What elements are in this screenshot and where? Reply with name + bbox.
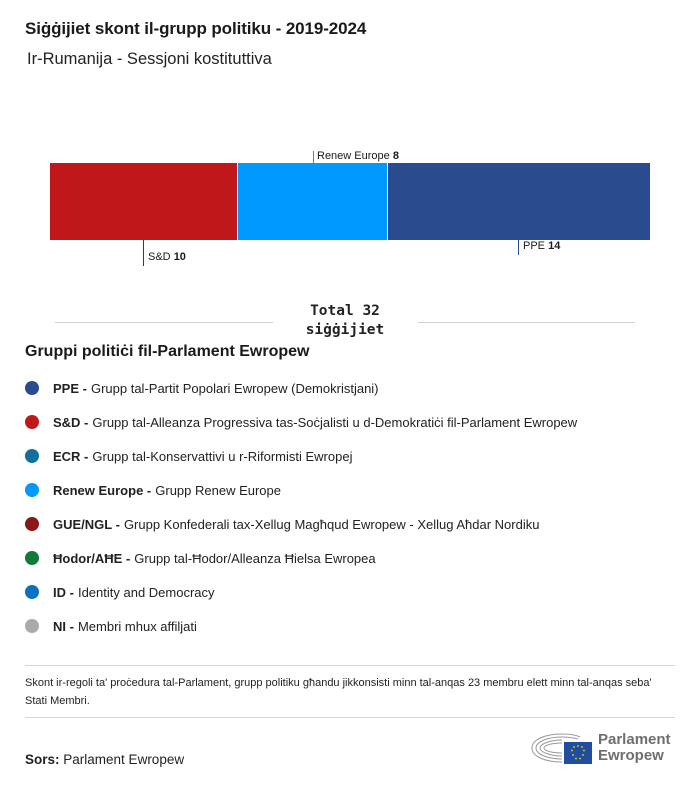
legend-item-renew bbox=[25, 473, 685, 507]
legend-abbr: ECR - bbox=[53, 448, 89, 464]
logo-text bbox=[598, 732, 671, 764]
logo-line1: Parlament bbox=[598, 731, 671, 748]
legend bbox=[25, 371, 685, 643]
gue-ngl-dot-icon bbox=[25, 517, 39, 531]
legend-item-gue-ngl bbox=[25, 507, 685, 541]
parliament-hemicycle-icon bbox=[530, 730, 592, 766]
sd-callout-tick bbox=[143, 240, 144, 266]
source-value: Parlament Ewropew bbox=[63, 752, 185, 767]
chart-title: Siġġijiet skont il-grupp politiku - 2019-2024 bbox=[25, 19, 367, 38]
chart-subtitle: Ir-Rumanija - Sessjoni kostituttiva bbox=[27, 50, 272, 68]
greens-efa-dot-icon bbox=[25, 551, 39, 565]
legend-desc: Grupp tal-Alleanza Progressiva tas-Soċjalisti u d-Demokratiċi fil-Parlament Ewropew bbox=[92, 414, 578, 430]
legend-title: Gruppi politiċi fil-Parlament Ewropew bbox=[25, 343, 310, 360]
legend-item-ppe bbox=[25, 371, 685, 405]
renew-dot-icon bbox=[25, 483, 39, 497]
legend-item-ecr bbox=[25, 439, 685, 473]
legend-item-ni bbox=[25, 609, 685, 643]
sd-dot-icon bbox=[25, 415, 39, 429]
bar-segment-renew bbox=[238, 163, 388, 240]
legend-abbr: NI - bbox=[53, 618, 74, 634]
legend-item-sd bbox=[25, 405, 685, 439]
total-unit: siġġijiet bbox=[305, 322, 385, 338]
seat-bar bbox=[50, 163, 650, 240]
legend-desc: Grupp tal-Ħodor/Alleanza Ħielsa Ewropea bbox=[134, 550, 376, 566]
ni-dot-icon bbox=[25, 619, 39, 633]
id-dot-icon bbox=[25, 585, 39, 599]
bar-segment-ppe bbox=[388, 163, 651, 240]
legend-abbr: S&D - bbox=[53, 414, 89, 430]
legend-abbr: PPE - bbox=[53, 380, 87, 396]
legend-desc: Grupp tal-Partit Popolari Ewropew (Demokristjani) bbox=[90, 380, 379, 396]
renew-callout bbox=[317, 150, 399, 162]
ppe-callout-value: 14 bbox=[548, 240, 561, 252]
sd-callout-name: S&D bbox=[148, 251, 171, 263]
source bbox=[25, 752, 184, 767]
total-count: Total 32 bbox=[310, 303, 380, 319]
renew-callout-value: 8 bbox=[392, 150, 399, 162]
legend-desc: Grupp Konfederali tax-Xellug Magħqud Ewropew - Xellug Aħdar Nordiku bbox=[123, 516, 540, 532]
legend-item-id bbox=[25, 575, 685, 609]
legend-abbr: Ħodor/AĦE - bbox=[53, 550, 131, 566]
source-label: Sors: bbox=[25, 752, 60, 767]
legend-desc: Identity and Democracy bbox=[77, 584, 215, 600]
renew-callout-name: Renew Europe bbox=[317, 150, 390, 162]
bar-segment-sd bbox=[50, 163, 238, 240]
note-divider-bottom bbox=[25, 717, 675, 718]
legend-abbr: ID - bbox=[53, 584, 74, 600]
rules-note: Skont ir-regoli ta' proċedura tal-Parlament, grupp politiku għandu jikkonsisti minn tal-anqas 23 membru elett minn tal-anqas seba' Stati Membri. bbox=[25, 677, 652, 707]
legend-desc: Membri mhux affiljati bbox=[77, 618, 197, 634]
logo-line2: Ewropew bbox=[598, 747, 664, 764]
note-divider-top bbox=[25, 665, 675, 666]
legend-desc: Grupp tal-Konservattivi u r-Riformisti Ewropej bbox=[92, 448, 353, 464]
total-seats bbox=[55, 302, 635, 342]
ecr-dot-icon bbox=[25, 449, 39, 463]
legend-abbr: GUE/NGL - bbox=[53, 516, 120, 532]
ppe-dot-icon bbox=[25, 381, 39, 395]
ppe-callout-name: PPE bbox=[523, 240, 546, 252]
european-parliament-logo bbox=[530, 728, 671, 768]
legend-desc: Grupp Renew Europe bbox=[155, 482, 281, 498]
legend-item-greens-efa bbox=[25, 541, 685, 575]
renew-callout-tick bbox=[313, 151, 314, 163]
sd-callout-value: 10 bbox=[173, 251, 186, 263]
legend-abbr: Renew Europe - bbox=[53, 482, 152, 498]
ppe-callout-tick bbox=[518, 240, 519, 255]
total-label bbox=[55, 302, 635, 340]
ppe-callout bbox=[523, 240, 560, 252]
sd-callout bbox=[148, 251, 186, 263]
